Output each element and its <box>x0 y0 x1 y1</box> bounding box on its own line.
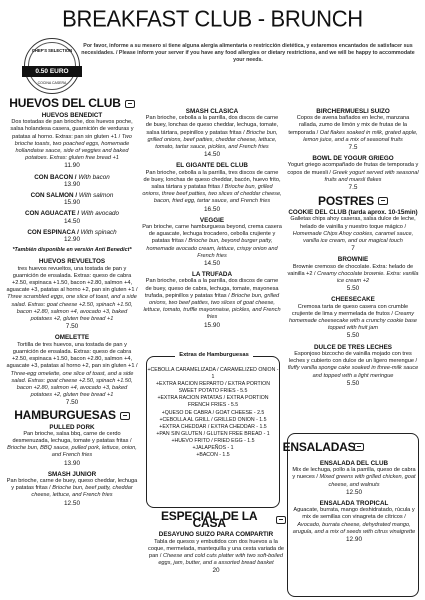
item-name: EL GIGANTE DEL CLUB <box>176 162 248 170</box>
extra-item: +EXTRA RACION PATATAS / EXTRA PORTION FRENCH FRIES - 5.5 <box>157 395 269 409</box>
postres-heading: POSTRES <box>318 193 374 208</box>
item-desc: Tabla de quesos y embutidos con dos huevos a la coque, mermelada, mantequilla y una cesta variada de pan / Cheese and cold cuts platter with two soft-boiled eggs, jam, butter, and a assorted bread basket <box>148 538 284 567</box>
item-price: 12.50 <box>346 488 362 496</box>
burger-icon <box>120 412 130 420</box>
huevos-heading: HUEVOS DEL CLUB <box>9 96 121 111</box>
item-name: DESAYUNO SUIZO PARA COMPARTIR <box>158 531 274 539</box>
item-desc: Aguacate, burrata, mango deshidratado, rúcula y mix de semillas con vinagreta de cítricos / Avocado, burrata cheese, dehydrated mango, arugula, and a mix of seeds with citrus vinaigrette <box>292 507 416 535</box>
item-name: SMASH JUNIOR <box>47 470 97 478</box>
item-price: 7 <box>351 245 355 253</box>
item-desc: Galletas chips ahoy caseras, salsa dulce de leche, helado de vainilla y nuestro toque mágico / Homemade Chips Ahoy cookies, caramel sauce, vanilla ice cream, and our magical touch <box>290 216 416 245</box>
burgers-heading: HAMBURGUESAS <box>14 407 116 422</box>
extra-item: +EXTRA CHEDDAR / EXTRA CHEDDAR - 1.5 <box>159 423 267 430</box>
item-name: ENSALADA DEL CLUB <box>319 460 389 467</box>
item-desc: Cremosa tarta de queso casera con crumble crujiente de lima y mermelada de frutos / Creamy homemade cheesecake with a crunchy cookie base topped with fruit jam <box>288 303 418 332</box>
item-price: 5.50 <box>346 332 360 340</box>
ensaladas-list <box>292 460 416 543</box>
badge-bottom-text: COCINA CASERA <box>37 81 67 85</box>
item-price: 7.5 <box>348 184 358 192</box>
item-price: 7.5 <box>348 144 358 152</box>
item-price: 12.90 <box>346 536 362 544</box>
item-name: ENSALADA TROPICAL <box>319 500 389 508</box>
item-price: 5.50 <box>346 285 360 293</box>
item-price: 15.90 <box>64 199 80 207</box>
extras-title: Extras de Hamburguesas <box>175 352 253 359</box>
ensaladas-heading-row <box>282 440 356 454</box>
salad-icon <box>354 443 364 451</box>
item-name: DULCE DE TRES LECHES <box>313 343 393 351</box>
item-price: 14.50 <box>64 217 80 225</box>
item-desc: Pan brioche, cebolla a la parrilla, tres discos de carne de buey, lonchas de queso cheddar, bacón, huevo frito, salsa tártara y patatas fritas / Brioche bun, grilled onions, three beef patties, two slices of cheddar cheese, bacon, fried egg, tartar sauce, and French fries <box>142 169 282 205</box>
item-desc: Pan brioche, carne hamburguesa beyond, crema casera de aguacate, lechuga trocadero, cebolla crujiente y patatas fritas / Brioche bun, beyond burger patty, homemade avocado cream, lettuce, crispy onion and French fries <box>142 224 282 259</box>
item-name: HUEVOS REVUELTOS <box>38 258 106 266</box>
chef-badge <box>24 38 80 94</box>
item-desc: Pan brioche, carne de buey, queso cheddar, lechuga y patatas fritas / Brioche bun, beef patty, cheddar cheese, lettuce, and French fries <box>6 477 138 499</box>
item-price: 7.50 <box>65 399 79 407</box>
postres-heading-row <box>287 193 419 208</box>
especial-section <box>146 509 286 575</box>
allergy-notice <box>78 43 418 64</box>
badge-price: 0.50 EURO <box>22 66 82 77</box>
item-name: SMASH CLASICA <box>185 108 239 115</box>
burgers-heading-row <box>6 407 138 422</box>
item-desc: Yogurt griego acompañado de frutas de temporada y copos de muesli / Greek yogurt served with seasonal fruits and muesli flakes <box>287 162 419 183</box>
item-name: VEGGIE <box>199 216 225 224</box>
extra-item: +CEBOLLA AL GRILL / GRILLED ONION - 1.5 <box>159 416 267 423</box>
ensaladas-heading: ENSALADAS <box>282 440 356 454</box>
item-desc: Mix de lechuga, pollo a la parrilla, queso de cabra y nueces / Mixed greens with grilled chicken, goat cheese, and walnuts <box>292 467 416 488</box>
extra-item: +HUEVO FRITO / FRIED EGG - 1.5 <box>171 437 255 444</box>
item-desc: Tortilla de tres huevos, una tostada de pan y guarnición de ensalada. Extras: queso de cabra +2.50, espinaca +1.50, bacon +2.80, salmon +4, aguacate +3, patatas al horno +2, pan sin gluten +1 / Three-egg omelette, one slice of toast, and a side salad. Extras: goat cheese +2.50, spinach +1.50, bacon +2.80, salmon +4, avocado +3, baked potatoes +2, gluten free bread +1 <box>6 341 138 399</box>
huevos-heading-row <box>6 96 138 111</box>
item-price: 12.90 <box>64 236 80 244</box>
item-name: OMELETTE <box>54 334 90 342</box>
item-price: 12.50 <box>64 499 80 507</box>
item-price: 15.90 <box>204 321 220 329</box>
item-desc: Dos tostadas de pan brioche, dos huevos poche, salsa holandesa casera, guarnición de verduras y patatas al horno. Extras: pan sin gluten +1 / Two brioche toasts, two poached eggs, homemade hollandaise sauce, side of veggies and baked potatoes. Extras: gluten free bread +1 <box>10 119 134 162</box>
item-desc: tres huevos revueltos, una tostada de pan y guarnición de ensalada. Extras: queso de cabra +2.50, espinaca +1.50, bacon +2.80, salmon +4, aguacate +3, patatas al horno +2, pan sin gluten +1 / Three scrambled eggs, one slice of toast, and a side salad. Extras: goat cheese +2.50, spinach +1.50, bacon +2.80, salmon +4, avocado +3, baked potatoes +2, gluten free bread +1 <box>6 265 138 323</box>
extra-item: +JALAPEÑOS - 1 <box>192 445 234 452</box>
notice-es: Por favor, informe a su mesero si tiene alguna alergia alimentaria o restricción dietética, y estaremos encantados de satisfacer sus necesidades. / <box>81 43 413 56</box>
badge-top-text: CHEF'S SELECTION <box>31 48 73 53</box>
item-price: 5.50 <box>346 379 360 387</box>
anti-benedict-note: *También disponible en versión Anti Benedict* <box>12 247 132 254</box>
cake-icon <box>378 197 388 205</box>
extra-item: +EXTRA RACION REPARTO / EXTRA PORTION SWEET POTATO FRIES - 5.5 <box>156 381 270 395</box>
item-desc: Pan brioche, salsa bbq, carne de cerdo desmenuzada, lechuga, tomate y patatas fritas / Brioche bun, BBQ sauce, pulled pork, lettuce, onion, and French fries <box>7 430 137 459</box>
column-burgers <box>142 108 282 329</box>
burger-extras-box <box>146 352 280 508</box>
item-name: PULLED PORK <box>49 423 95 431</box>
item-name: HUEVOS BENEDICT <box>41 112 103 119</box>
extra-item: +BACON - 1.5 <box>196 452 230 459</box>
item-price: 13.90 <box>64 459 80 467</box>
item-name: LA TRUFADA <box>192 271 232 279</box>
item-name: BOWL DE YOGUR GRIEGO <box>312 155 394 163</box>
extras-list <box>147 367 279 459</box>
extra-item: +PAN SIN GLUTEN / GLUTEN FREE BREAD - 1 <box>156 430 270 437</box>
item-desc: Esponjoso bizcocho de vainilla mojado con tres leches y cubierto con dulce de un ligero merengue / fluffy vanilla sponge cake soaked in three-milk sauce and topped with a light meringue <box>287 350 419 379</box>
item-price: 11.90 <box>64 162 80 170</box>
extra-item: +CEBOLLA CARAMELIZADA / CARAMELIZED ONION - 1 <box>147 367 279 381</box>
item-price: 13.90 <box>64 180 80 188</box>
item-name: CON ESPINACA / With spinach <box>27 228 117 236</box>
ensaladas-box <box>282 433 419 597</box>
item-desc: Copos de avena bañados en leche, manzana rallada, zumo de limón y mix de frutas de la temporada / Oat flakes soaked in milk, grated apple, lemon juice, and a mix of seasonal fruits <box>288 115 418 143</box>
item-price: 20 <box>212 567 220 575</box>
item-price: 7.50 <box>65 323 79 331</box>
item-name: CON SALMON / With salmon <box>30 192 114 200</box>
item-desc: Pan brioche, cebolla a la parrilla, dos discos de carne de buey, queso de cabra, lechuga, tomate, mayonesa trufada, pepinillos y patatas fritas / Brioche bun, grilled onions, two beef patties, two slices of goat cheese, lettuce, tomato, truffle mayonnaise, pickles, and French fries <box>143 278 281 321</box>
menu-title: BREAKFAST CLUB - BRUNCH <box>62 5 363 32</box>
column-eggs-burgers <box>6 96 138 507</box>
item-desc: Pan brioche, cebolla a la parrilla, dos discos de carne de buey, lonchas de queso cheddar, lechuga, tomate, salsa tártara, pepinillos y patatas fritas / Brioche bun, grilled onions, beef patties, cheddar cheese, lettuce, tomato, tartar sauce, pickles, and French fries <box>145 115 279 151</box>
notice-en: Please inform your server if you have any food allergies or dietary restrictions, and we will be happy to accommodate your needs. <box>118 50 415 63</box>
column-sweets <box>287 108 419 387</box>
especial-heading-row <box>146 509 286 531</box>
item-name: BIRCHERMUESLI SUIZO <box>316 108 390 115</box>
item-price: 14.50 <box>204 151 220 159</box>
item-name: CON BACON / With bacon <box>34 173 110 181</box>
platter-icon <box>276 516 286 524</box>
item-price: 16.50 <box>204 205 220 213</box>
extra-item: +QUESO DE CABRA / GOAT CHEESE - 2.5 <box>161 409 265 416</box>
item-name: CHEESECAKE <box>331 296 375 304</box>
item-name: COOKIE DEL CLUB (tarda aprox. 10-15min) <box>288 209 418 217</box>
item-price: 14.50 <box>204 260 220 268</box>
item-desc: Brownie cremoso de chocolate. Extra: helado de vainilla +2 / Creamy chocolate brownie. Extra: vanilla ice cream +2 <box>287 263 419 285</box>
egg-icon <box>125 100 135 108</box>
item-name: BROWNIE <box>337 256 369 264</box>
especial-heading: ESPECIAL DE LA CASA <box>161 509 258 531</box>
item-name: CON AGUACATE / With avocado <box>24 210 120 218</box>
